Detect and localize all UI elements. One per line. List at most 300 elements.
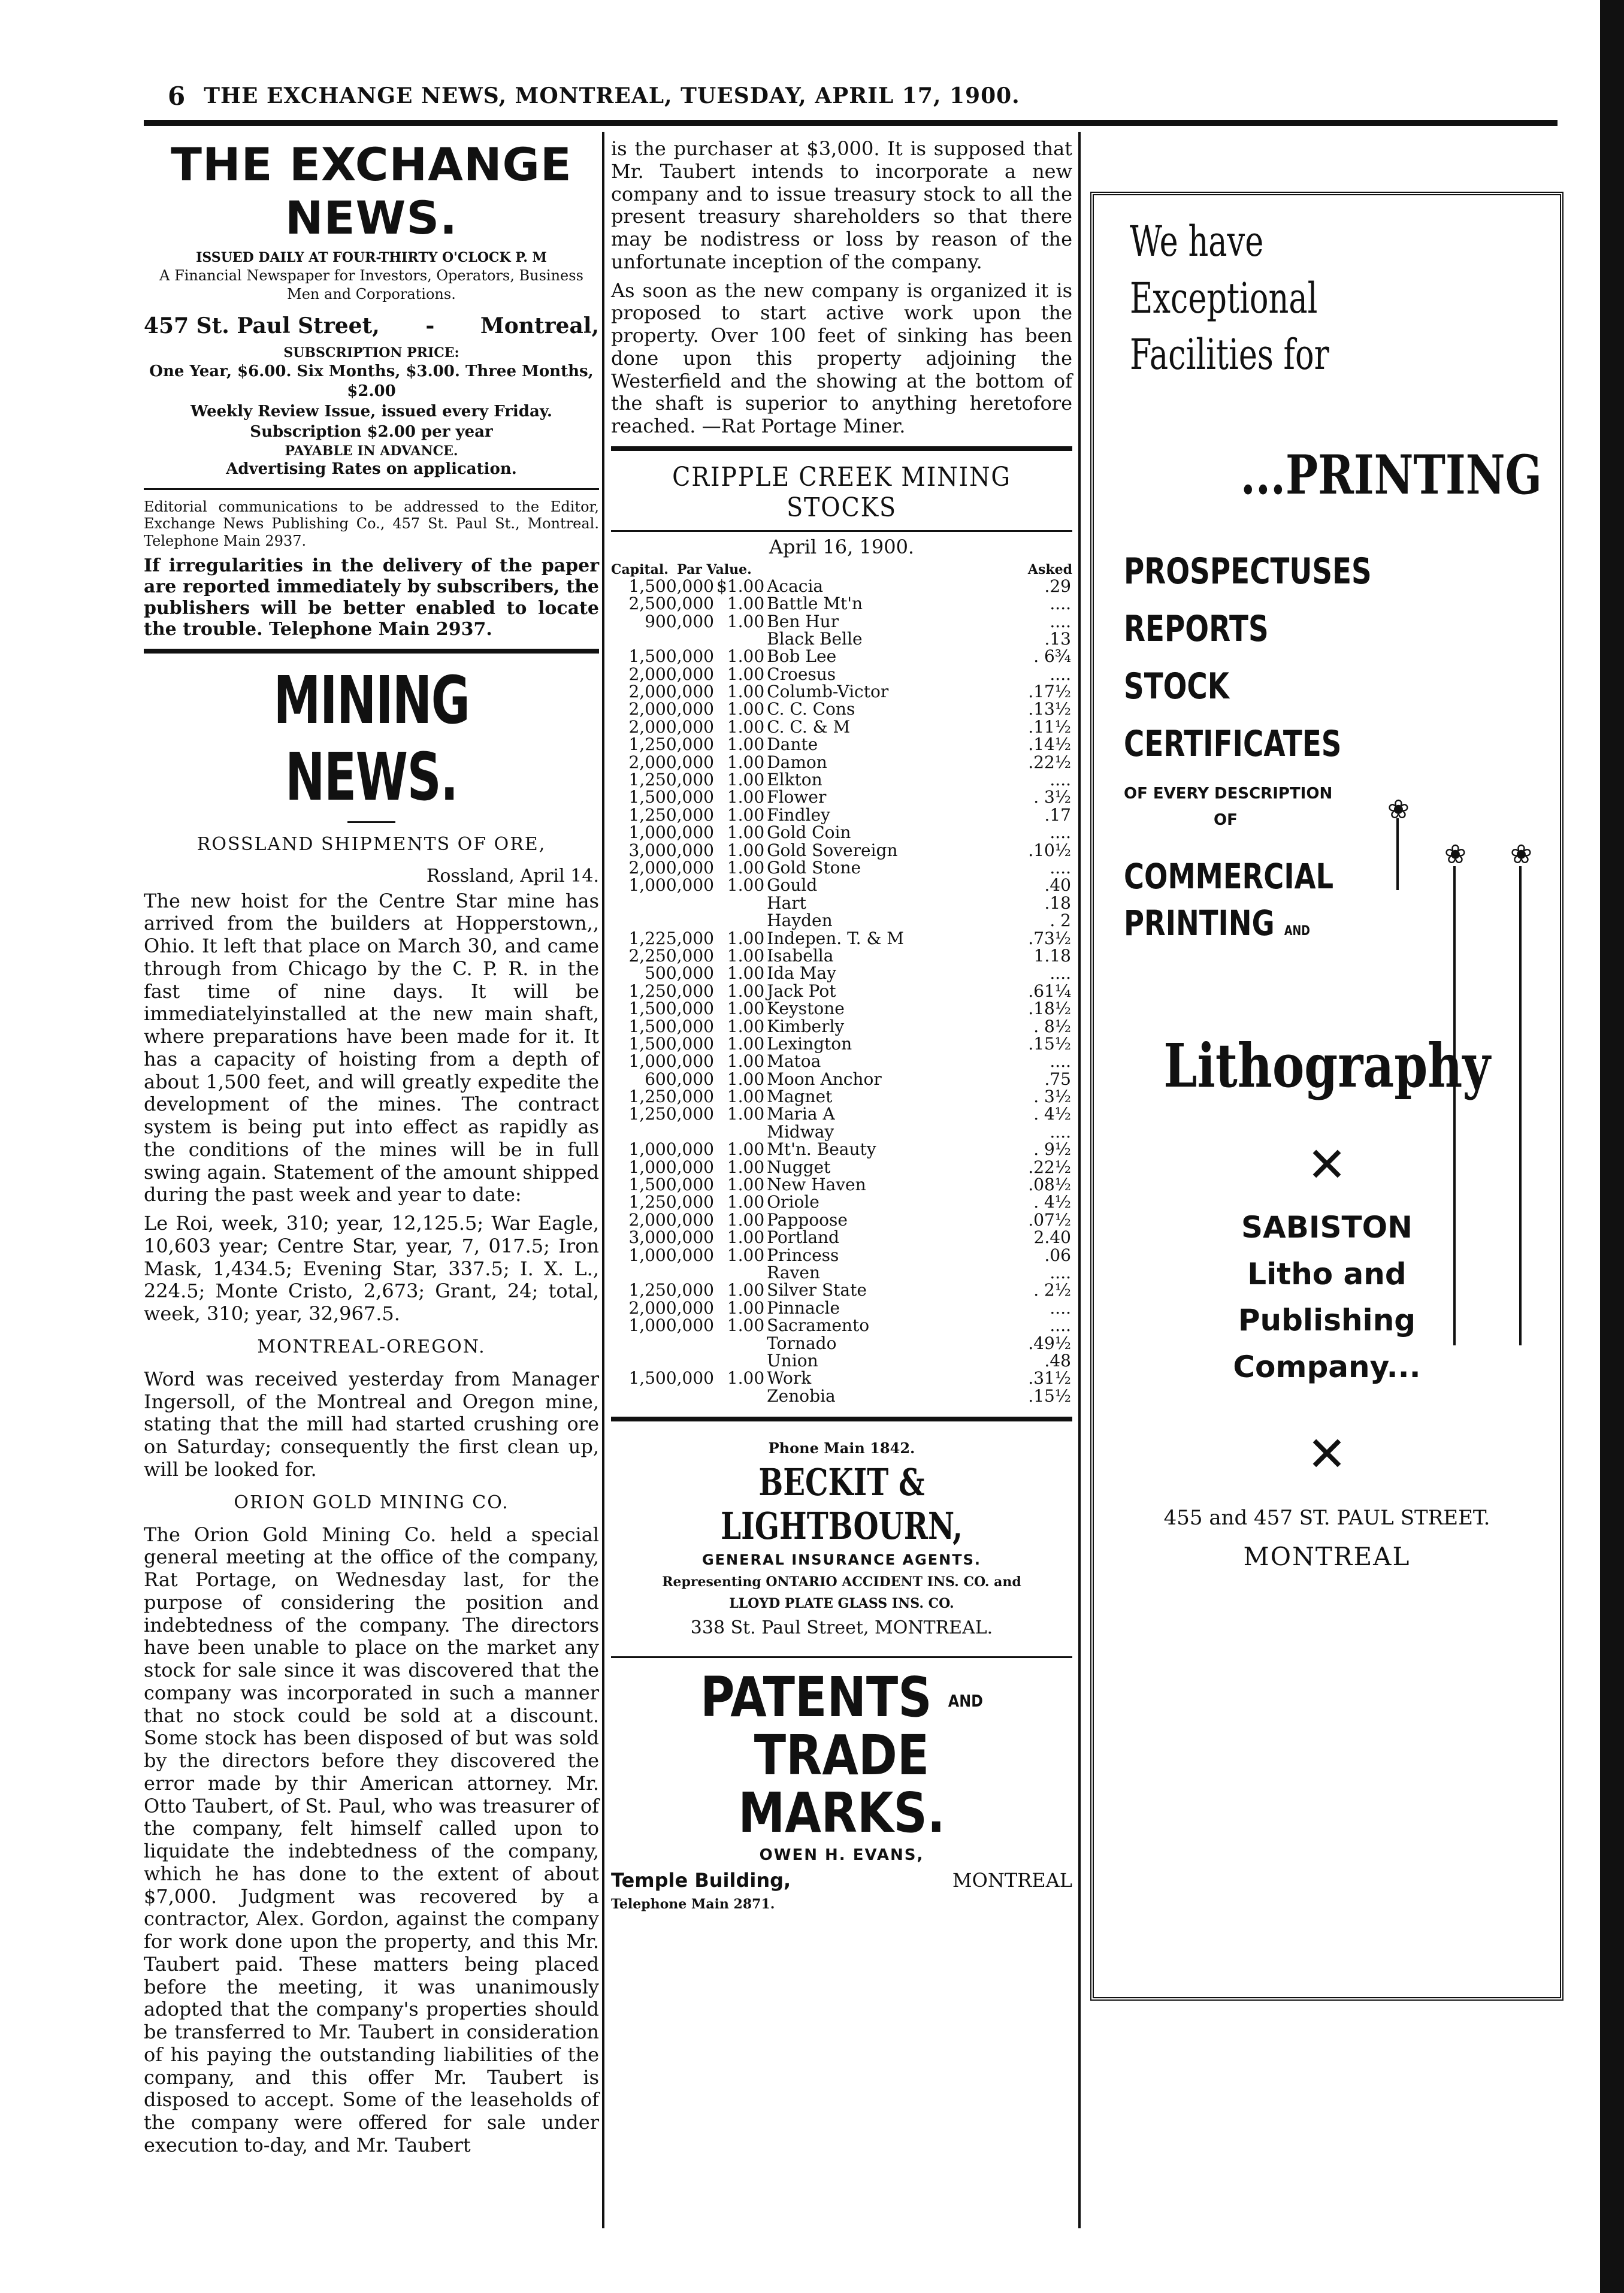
stock-row xyxy=(611,1335,1072,1352)
stock-par xyxy=(715,1123,766,1141)
stock-capital: 1,000,000 xyxy=(628,1315,714,1336)
stock-par: 1.00 xyxy=(727,875,765,896)
ad-certificates: CERTIFICATES xyxy=(1124,722,1342,765)
stock-row xyxy=(611,1352,1072,1369)
stock-asked: .... xyxy=(1050,858,1071,878)
stock-row xyxy=(611,595,1072,612)
stock-par: 1.00 xyxy=(727,1139,765,1160)
page-number: 6 xyxy=(168,81,186,111)
stock-name: Isabella xyxy=(767,945,834,966)
stock-capital: 1,000,000 xyxy=(628,1139,714,1160)
stock-par: 1.00 xyxy=(727,1104,765,1124)
issued-line: ISSUED DAILY AT FOUR-THIRTY O'CLOCK P. M xyxy=(196,250,547,265)
stock-row xyxy=(611,1035,1072,1052)
owen-evans: OWEN H. EVANS, xyxy=(759,1846,924,1864)
stock-name: C. C. Cons xyxy=(767,699,855,719)
mining-news-title: MINING NEWS. xyxy=(273,661,470,815)
stock-row xyxy=(611,1229,1072,1246)
stock-row xyxy=(611,736,1072,753)
stock-row xyxy=(611,1158,1072,1176)
divider-thick xyxy=(611,1417,1072,1421)
stock-par: 1.00 xyxy=(727,734,765,755)
stock-name: New Haven xyxy=(767,1175,866,1195)
trade-marks: TRADE MARKS. xyxy=(738,1723,945,1846)
stock-asked: .15½ xyxy=(1028,1386,1071,1406)
orion-paragraph: The Orion Gold Mining Co. held a special general meeting at the office of the company, Rat Portage, on Wednesday last, for the purpose of considering the position and indebtedness of the company. The directors have been unable to place on the market any stock for sale since it was discovered that the company was incorporated in such a manner that no stock could be sold at a discount. Some stock has been disposed of but was sold by the directors before they discovered the error made by thir American attorney. Mr. Otto Taubert, of St. Paul, who was treasurer of the company, felt himself called upon to liquidate the indebtedness of the company, which he has done to the extent of about $7,000. Judgment was recovered by a contractor, Alex. Gordon, against the company for work done upon the property, and this Mr. Taubert paid. These matters being placed before the meeting, it was unanimously adopted that the company's properties should be transferred to Mr. Taubert in consideration of his paying the outstanding liabilities of the company, and this offer Mr. Taubert is disposed to accept. Some of the leaseholds of the company were offered for sale under execution to-day, and Mr. Taubert xyxy=(144,1523,599,2156)
temple-building: Temple Building, xyxy=(611,1868,791,1892)
stock-name: Maria A xyxy=(767,1104,835,1124)
stock-par: 1.00 xyxy=(727,981,765,1001)
ad-city: MONTREAL xyxy=(1243,1542,1411,1572)
stock-capital xyxy=(611,912,715,929)
stock-capital: 1,250,000 xyxy=(628,804,714,825)
stock-name: Ben Hur xyxy=(767,611,839,631)
stock-name: Silver State xyxy=(767,1280,867,1300)
stock-name: Portland xyxy=(767,1227,839,1248)
rossland-dateline: Rossland, April 14. xyxy=(426,865,599,887)
stock-asked: .07½ xyxy=(1028,1209,1071,1230)
stock-asked: . 9½ xyxy=(1033,1139,1071,1160)
stock-par xyxy=(715,1387,766,1405)
stock-row xyxy=(611,1123,1072,1141)
stock-row xyxy=(611,648,1072,665)
stock-par: 1.00 xyxy=(727,699,765,719)
stocks-header xyxy=(611,562,1072,577)
stock-capital: 1,000,000 xyxy=(628,875,714,896)
stock-capital: 2,000,000 xyxy=(628,752,714,772)
stocks-body xyxy=(611,577,1072,1405)
flower-icon: ❀ xyxy=(1387,794,1410,825)
stock-name: Battle Mt'n xyxy=(767,594,863,614)
stock-row xyxy=(611,859,1072,876)
stock-name: Pappoose xyxy=(767,1209,848,1230)
stock-par xyxy=(715,894,766,912)
ad-stock: STOCK xyxy=(1124,665,1230,707)
stock-asked: .18 xyxy=(1044,893,1071,913)
stock-par: $1.00 xyxy=(716,576,765,596)
stock-name: Keystone xyxy=(767,999,845,1019)
stock-capital: 2,500,000 xyxy=(628,594,714,614)
stock-name: Dante xyxy=(767,734,818,755)
stock-par: 1.00 xyxy=(727,822,765,843)
stock-asked: .14½ xyxy=(1028,734,1071,755)
stock-asked: .17 xyxy=(1044,804,1071,825)
stock-name: Elkton xyxy=(767,770,822,790)
stock-asked: .... xyxy=(1050,963,1071,984)
ad-address: 455 and 457 ST. PAUL STREET. xyxy=(1163,1506,1490,1530)
stock-par: 1.00 xyxy=(727,1315,765,1336)
beckit-phone: Phone Main 1842. xyxy=(768,1439,915,1457)
ad-sabiston xyxy=(1112,1205,1542,1390)
stock-capital: 1,500,000 xyxy=(628,1175,714,1195)
stock-par: 1.00 xyxy=(727,594,765,614)
stock-row xyxy=(611,1211,1072,1229)
stock-capital: 1,500,000 xyxy=(628,1016,714,1036)
stock-name: Kimberly xyxy=(767,1016,845,1036)
stock-capital: 1,500,000 xyxy=(628,1368,714,1388)
stock-capital: 2,000,000 xyxy=(628,1297,714,1318)
stock-capital: 1,250,000 xyxy=(628,1087,714,1107)
stock-row xyxy=(611,630,1072,648)
stock-name: C. C. & M xyxy=(767,716,851,737)
stock-name: Croesus xyxy=(767,664,836,684)
stock-name: Damon xyxy=(767,752,827,772)
stock-par: 1.00 xyxy=(727,1157,765,1177)
beckit-street: 338 St. Paul Street, MONTREAL. xyxy=(690,1617,993,1639)
stock-capital: 2,000,000 xyxy=(628,664,714,684)
address-line xyxy=(144,313,599,338)
stock-par: 1.00 xyxy=(727,752,765,772)
stock-capital: 1,000,000 xyxy=(628,1051,714,1072)
stocks-date: April 16, 1900. xyxy=(769,535,915,558)
divider-thick xyxy=(611,446,1072,451)
stock-par: 1.00 xyxy=(727,1175,765,1195)
stock-row xyxy=(611,577,1072,595)
stocks-title: CRIPPLE CREEK MINING STOCKS xyxy=(672,461,1011,523)
stock-capital xyxy=(611,1123,715,1141)
evans-telephone: Telephone Main 2871. xyxy=(611,1896,775,1912)
stock-par: 1.00 xyxy=(727,1069,765,1089)
ornament-icon: ✕ xyxy=(1307,1426,1347,1483)
stock-capital: 1,000,000 xyxy=(628,1245,714,1265)
stock-capital: 1,500,000 xyxy=(628,646,714,667)
stock-capital xyxy=(611,1335,715,1352)
column-separator xyxy=(602,132,604,2228)
running-header xyxy=(168,78,1516,114)
stock-par xyxy=(715,1352,766,1369)
stock-asked: .... xyxy=(1050,1315,1071,1336)
stock-capital: 1,250,000 xyxy=(628,981,714,1001)
stock-asked: .... xyxy=(1050,594,1071,614)
stock-par: 1.00 xyxy=(727,1245,765,1265)
stock-row xyxy=(611,824,1072,841)
stock-name: Lexington xyxy=(767,1033,852,1054)
stock-row xyxy=(611,1176,1072,1193)
stock-par xyxy=(715,630,766,648)
address-city: Montreal, xyxy=(480,313,599,338)
stock-par: 1.00 xyxy=(727,928,765,948)
stock-name: Indepen. T. & M xyxy=(767,928,904,948)
stock-name: Ida May xyxy=(767,963,836,984)
stock-row xyxy=(611,771,1072,788)
stocks-table xyxy=(611,577,1072,1405)
stock-asked: .... xyxy=(1050,822,1071,843)
stock-capital xyxy=(611,1387,715,1405)
stock-asked: .10½ xyxy=(1028,840,1071,860)
stock-asked: . 8½ xyxy=(1033,1016,1071,1036)
stock-row xyxy=(611,1369,1072,1387)
ad-company: Company... xyxy=(1233,1349,1421,1384)
ad-services xyxy=(1124,543,1450,773)
stock-asked: . 3½ xyxy=(1033,787,1071,807)
stock-par: 1.00 xyxy=(727,945,765,966)
stock-asked: .06 xyxy=(1044,1245,1071,1265)
stock-par: 1.00 xyxy=(727,770,765,790)
stock-capital: 600,000 xyxy=(645,1069,714,1089)
stock-name: Moon Anchor xyxy=(767,1069,882,1089)
divider-thick xyxy=(144,649,599,654)
ad-we-have: We have xyxy=(1130,217,1264,266)
stock-row xyxy=(611,613,1072,630)
column-1 xyxy=(144,138,599,2163)
stock-capital: 900,000 xyxy=(645,611,714,631)
col-par: Par Value. xyxy=(677,561,752,577)
stock-capital: 1,500,000 xyxy=(628,1033,714,1054)
stock-par: 1.00 xyxy=(727,664,765,684)
stock-asked: .22½ xyxy=(1028,752,1071,772)
masthead: THE EXCHANGE NEWS. xyxy=(171,138,572,244)
ad-reports: REPORTS xyxy=(1124,607,1269,650)
stock-asked: . 4½ xyxy=(1033,1104,1071,1124)
stock-capital xyxy=(611,630,715,648)
stock-row xyxy=(611,1281,1072,1299)
stock-name: Gould xyxy=(767,875,818,896)
stock-capital xyxy=(611,1352,715,1369)
stock-capital: 2,250,000 xyxy=(628,945,714,966)
stock-asked: . 2½ xyxy=(1033,1280,1071,1300)
stock-capital: 1,000,000 xyxy=(628,1157,714,1177)
ad-publishing: Publishing xyxy=(1238,1303,1416,1338)
stock-asked: .... xyxy=(1050,664,1071,684)
stock-asked: .17½ xyxy=(1028,682,1071,702)
rossland-shipments: Le Roi, week, 310; year, 12,125.5; War Eagle, 10,603 year; Centre Star, year, 7, 017.5; Iron Mask, 1,434.5; Evening Star, 337.5; I. X. L., 224.5; Monte Cristo, 2,673; Grant, 24; total, week, 310; year, 32,967.5. xyxy=(144,1212,599,1326)
stock-asked: .08½ xyxy=(1028,1175,1071,1195)
subscription-label: SUBSCRIPTION PRICE: xyxy=(283,344,459,361)
stock-name: Oriole xyxy=(767,1192,819,1212)
stock-asked: .31½ xyxy=(1028,1368,1071,1388)
stock-asked: . 3½ xyxy=(1033,1087,1071,1107)
stock-row xyxy=(611,1018,1072,1035)
header-rule xyxy=(144,120,1558,126)
stock-asked: .... xyxy=(1050,611,1071,631)
stock-row xyxy=(611,1141,1072,1158)
stock-name: Gold Stone xyxy=(767,858,861,878)
irregularities-notice: If irregularities in the delivery of the paper are reported immediately by subscribers, the publishers will be better enabled to locate the trouble. Telephone Main 2937. xyxy=(144,555,599,640)
stock-capital: 1,250,000 xyxy=(628,1280,714,1300)
stock-asked: .... xyxy=(1050,1262,1071,1282)
stock-name: Magnet xyxy=(767,1087,833,1107)
short-rule xyxy=(347,821,395,823)
stock-capital: 1,250,000 xyxy=(628,734,714,755)
beckit-name: BECKIT & LIGHTBOURN, xyxy=(721,1460,963,1548)
ad-printing: ...PRINTING xyxy=(1240,443,1542,507)
stock-name: Union xyxy=(767,1350,818,1371)
stock-name: Work xyxy=(767,1368,812,1388)
stock-par: 1.00 xyxy=(727,611,765,631)
stock-name: Gold Sovereign xyxy=(767,840,898,860)
stock-row xyxy=(611,876,1072,894)
ad-of: OF xyxy=(1214,810,1238,829)
stock-asked: .40 xyxy=(1044,875,1071,896)
stock-name: Hart xyxy=(767,893,806,913)
stock-name: Bob Lee xyxy=(767,646,837,667)
temple-line xyxy=(611,1869,1072,1892)
ad-every-description: OF EVERY DESCRIPTION xyxy=(1124,784,1333,803)
stock-capital xyxy=(611,1264,715,1281)
beckit-ad xyxy=(611,1439,1072,1638)
stock-capital: 1,250,000 xyxy=(628,770,714,790)
patents-and: AND xyxy=(948,1691,983,1711)
advertising-notice: Advertising Rates on application. xyxy=(226,460,517,479)
stock-row xyxy=(611,1105,1072,1123)
stock-row xyxy=(611,982,1072,1000)
stock-row xyxy=(611,1052,1072,1070)
stock-row xyxy=(611,964,1072,982)
stock-capital: 1,500,000 xyxy=(628,999,714,1019)
oregon-heading: MONTREAL-OREGON. xyxy=(257,1336,486,1357)
stock-row xyxy=(611,1000,1072,1017)
stock-asked: 1.18 xyxy=(1033,945,1071,966)
stock-par: 1.00 xyxy=(727,716,765,737)
stock-par: 1.00 xyxy=(727,999,765,1019)
stock-par: 1.00 xyxy=(727,1051,765,1072)
address-dash: - xyxy=(425,313,435,338)
weekly-subscription: Subscription $2.00 per year xyxy=(250,422,493,441)
stock-par xyxy=(715,1264,766,1281)
stock-capital: 2,000,000 xyxy=(628,682,714,702)
sabiston-ad xyxy=(1090,192,1563,2001)
stock-row xyxy=(611,1193,1072,1211)
stock-asked: . 4½ xyxy=(1033,1192,1071,1212)
col-asked: Asked xyxy=(1027,561,1072,577)
stock-par: 1.00 xyxy=(727,1209,765,1230)
stock-row xyxy=(611,665,1072,683)
ad-printing-word: PRINTING xyxy=(1124,902,1275,943)
patents-ad xyxy=(646,1665,1038,1846)
stock-name: Pinnacle xyxy=(767,1297,840,1318)
column-separator xyxy=(1078,132,1081,2228)
stock-par: 1.00 xyxy=(727,963,765,984)
stock-name: Black Belle xyxy=(767,628,863,649)
ad-printing-and xyxy=(1124,900,1458,946)
stock-name: Gold Coin xyxy=(767,822,851,843)
stock-name: Columb-Victor xyxy=(767,682,889,702)
stock-asked: .15½ xyxy=(1028,1033,1071,1054)
stock-row xyxy=(611,700,1072,718)
weekly-review: Weekly Review Issue, issued every Friday. xyxy=(190,403,552,421)
stock-par: 1.00 xyxy=(727,1016,765,1036)
stock-row xyxy=(611,894,1072,912)
stock-row xyxy=(611,947,1072,964)
address-street: 457 St. Paul Street, xyxy=(144,313,380,338)
stock-asked: .... xyxy=(1050,1297,1071,1318)
rossland-paragraph: The new hoist for the Centre Star mine has arrived from the builders at Hopperstown,, Ohio. It left that place on March 30, and came through from Chicago by the C. P. R. in the fast time of nine days. It will be immediatelyinstalled at the new main shaft, where preparations have been made for it. It has a capacity of hoisting from a depth of about 1,500 feet, and will greatly expedite the development of the mines. The contract system is being put into effect as rapidly as the conditions of the mines will be in full swing again. Statement of the amount shipped during the past week and year to date: xyxy=(144,889,599,1206)
stock-capital: 2,000,000 xyxy=(628,1209,714,1230)
stock-asked: 2.40 xyxy=(1033,1227,1071,1248)
orion-heading: ORION GOLD MINING CO. xyxy=(234,1492,509,1513)
stock-par: 1.00 xyxy=(727,858,765,878)
stock-capital: 500,000 xyxy=(645,963,714,984)
ornament-icon: ✕ xyxy=(1307,1137,1347,1193)
stock-asked: . 6¾ xyxy=(1033,646,1071,667)
stock-capital: 1,000,000 xyxy=(628,822,714,843)
stock-capital: 1,225,000 xyxy=(628,928,714,948)
rossland-heading: ROSSLAND SHIPMENTS OF ORE, xyxy=(196,833,546,855)
beckit-role: GENERAL INSURANCE AGENTS. xyxy=(701,1551,982,1569)
stock-par: 1.00 xyxy=(727,1033,765,1054)
stock-name: Midway xyxy=(767,1121,834,1142)
stock-name: Zenobia xyxy=(767,1386,836,1406)
stock-capital: 1,250,000 xyxy=(628,1192,714,1212)
stock-row xyxy=(611,1264,1072,1281)
stock-row xyxy=(611,718,1072,736)
stock-row xyxy=(611,1387,1072,1405)
beckit-representing: Representing ONTARIO ACCIDENT INS. CO. and xyxy=(662,1574,1021,1590)
ad-and: AND xyxy=(1284,923,1310,939)
orion-continued: is the purchaser at $3,000. It is supposed that Mr. Taubert intends to incorporate a new company and to issue treasury stock to all the present treasury shareholders so that there may be nodistress or loss by reason of the unfortunate inception of the company. xyxy=(611,137,1072,273)
stock-name: Mt'n. Beauty xyxy=(767,1139,876,1160)
stock-row xyxy=(611,788,1072,806)
ad-litho-and: Litho and xyxy=(1247,1256,1407,1291)
stock-asked: .11½ xyxy=(1028,716,1071,737)
stock-par: 1.00 xyxy=(727,1297,765,1318)
ad-prospectuses: PROSPECTUSES xyxy=(1124,550,1372,592)
stock-asked: .... xyxy=(1050,1051,1071,1072)
running-title: THE EXCHANGE NEWS, MONTREAL, TUESDAY, APRIL 17, 1900. xyxy=(204,83,1020,108)
stock-asked: .22½ xyxy=(1028,1157,1071,1177)
stock-name: Acacia xyxy=(767,576,824,596)
stock-row xyxy=(611,1317,1072,1334)
page-edge-bar xyxy=(1600,0,1624,2293)
stock-name: Jack Pot xyxy=(767,981,836,1001)
stock-row xyxy=(611,683,1072,700)
orion-continued-2: As soon as the new company is organized it is proposed to start active work upon the property. Over 100 feet of sinking has been done upon this property adjoining the Westerfield and the showing at the bottom of the shaft is superior to anything heretofore reached. —Rat Portage Miner. xyxy=(611,279,1072,437)
stock-asked: .61¼ xyxy=(1028,981,1071,1001)
stock-par: 1.00 xyxy=(727,1192,765,1212)
editorial-notice: Editorial communications to be addressed to the Editor, Exchange News Publishing Co., 457 St. Paul St., Montreal. Telephone Main 2937. xyxy=(144,498,599,549)
stock-par: 1.00 xyxy=(727,1368,765,1388)
stock-par: 1.00 xyxy=(727,682,765,702)
stock-row xyxy=(611,1247,1072,1264)
stock-capital: 3,000,000 xyxy=(628,840,714,860)
column-2 xyxy=(611,138,1072,1912)
stock-asked: .... xyxy=(1050,1121,1071,1142)
stock-par: 1.00 xyxy=(727,804,765,825)
flower-stem xyxy=(1519,866,1522,1345)
stock-capital: 3,000,000 xyxy=(628,1227,714,1248)
stock-row xyxy=(611,1088,1072,1105)
stock-asked: .13 xyxy=(1044,628,1071,649)
stock-row xyxy=(611,912,1072,929)
ad-facilities: Facilities for xyxy=(1130,330,1329,379)
stock-row xyxy=(611,806,1072,824)
stock-row xyxy=(611,842,1072,859)
ad-lithography: Lithography xyxy=(1163,1030,1490,1102)
stock-par xyxy=(715,912,766,929)
beckit-representing-2: LLOYD PLATE GLASS INS. CO. xyxy=(729,1596,954,1612)
stock-par: 1.00 xyxy=(727,1280,765,1300)
stock-capital: 1,500,000 xyxy=(628,787,714,807)
stock-row xyxy=(611,754,1072,771)
stock-capital: 2,000,000 xyxy=(628,858,714,878)
ad-commercial: COMMERCIAL xyxy=(1124,855,1334,897)
stock-name: Flower xyxy=(767,787,827,807)
stock-asked: .73½ xyxy=(1028,928,1071,948)
stock-name: Sacramento xyxy=(767,1315,870,1336)
divider xyxy=(144,488,599,490)
column-3 xyxy=(1090,138,1563,2001)
stock-name: Tornado xyxy=(767,1333,837,1353)
stock-capital: 1,500,000 xyxy=(628,576,714,596)
stock-row xyxy=(611,1299,1072,1317)
stock-row xyxy=(611,1070,1072,1088)
patents-word: PATENTS xyxy=(700,1665,932,1730)
stock-par: 1.00 xyxy=(727,646,765,667)
col-capital: Capital. xyxy=(611,561,669,577)
ad-sabiston-name: SABISTON xyxy=(1241,1210,1413,1245)
stock-asked: .49½ xyxy=(1028,1333,1071,1353)
payable-notice: PAYABLE IN ADVANCE. xyxy=(285,443,458,459)
